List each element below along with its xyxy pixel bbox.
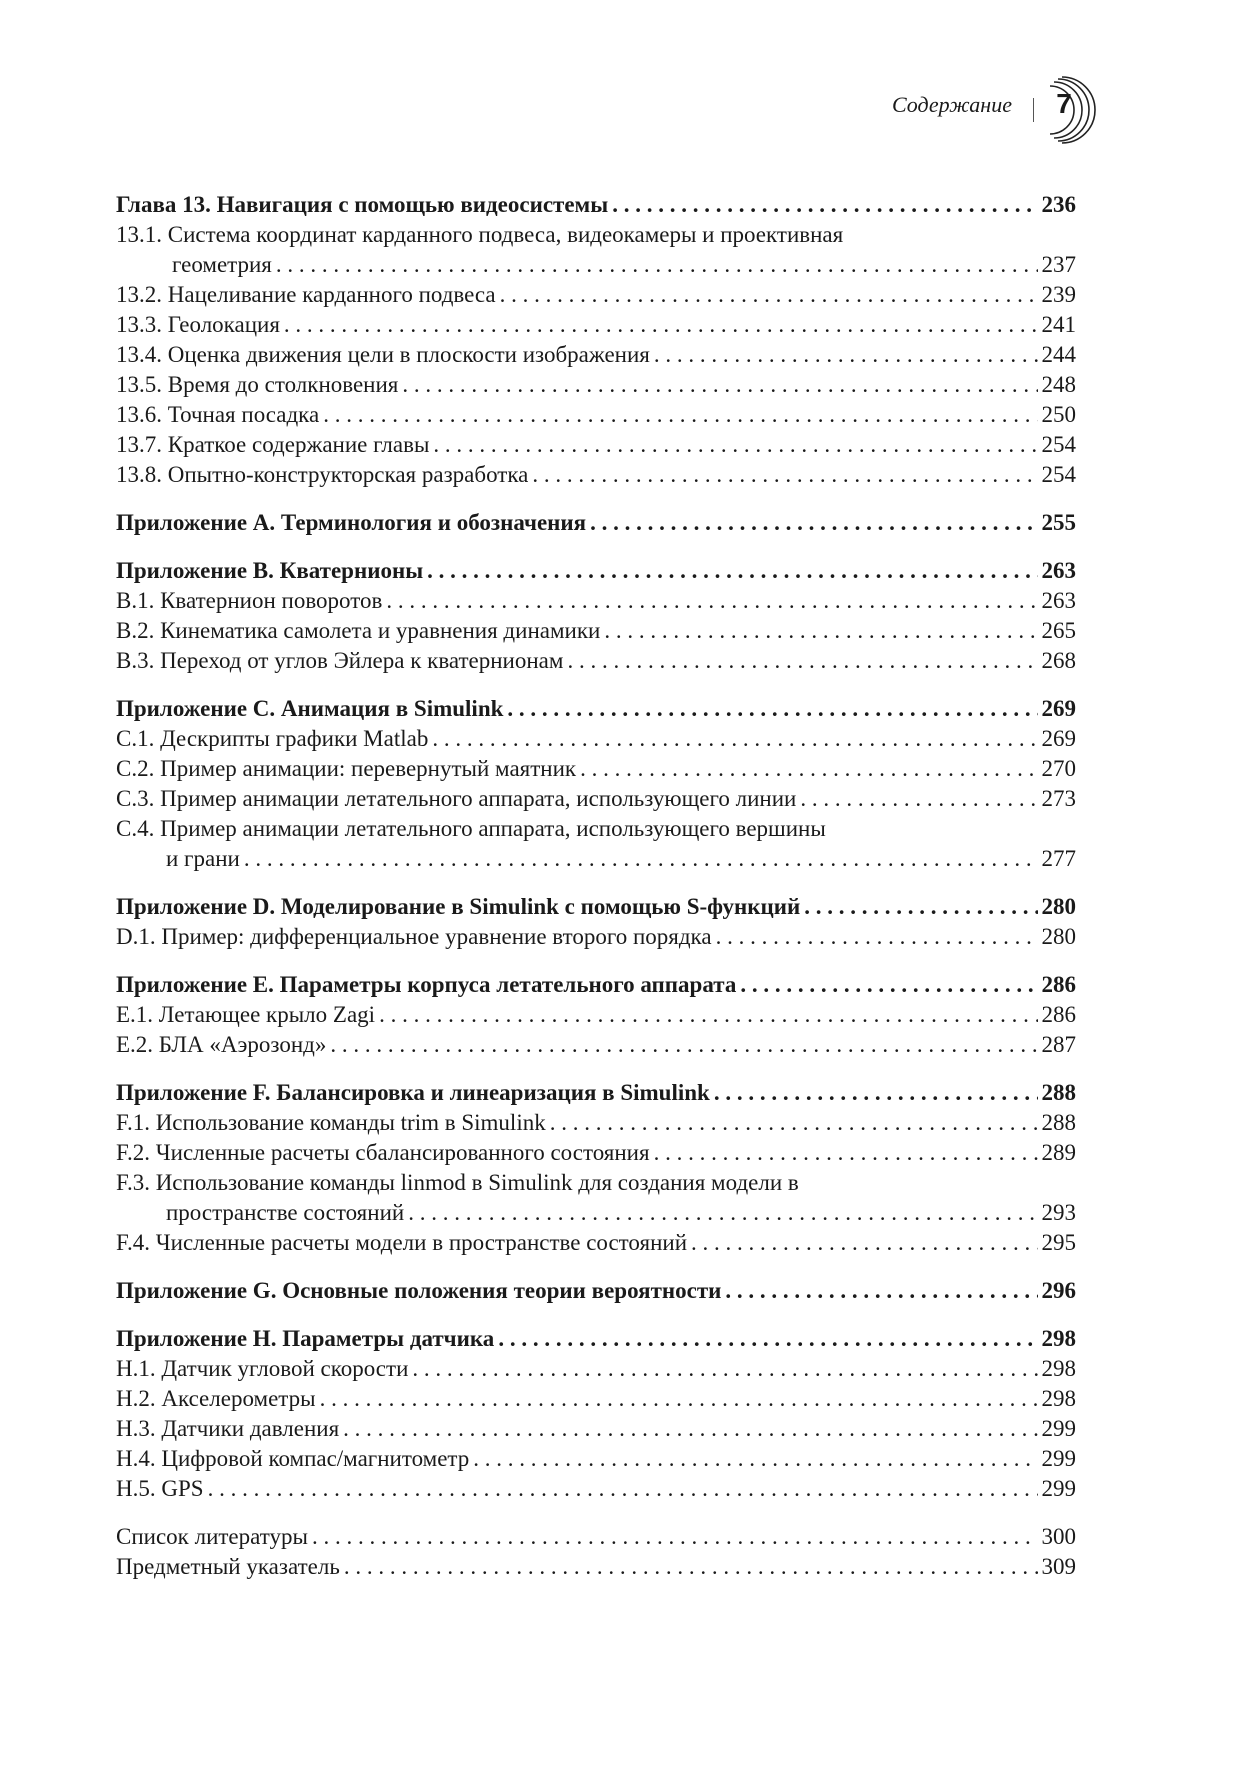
toc-entry-13-8[interactable]: 13.8. Опытно-конструкторская разработка . . . 254 [116,460,1076,490]
dot-leader [343,1414,1037,1444]
dot-leader [654,340,1038,370]
dot-leader [691,1228,1037,1258]
dot-leader [532,460,1037,490]
dot-leader [330,1030,1037,1060]
toc-group-appendix-h [116,1324,1076,1504]
dot-leader [567,646,1037,676]
dot-leader [433,430,1037,460]
dot-leader [276,250,1038,280]
toc-group-appendix-e [116,970,1076,1060]
dot-leader [804,892,1037,922]
dot-leader [800,784,1037,814]
dot-leader [716,922,1038,952]
dot-leader [320,1384,1038,1414]
toc-entry-b-1[interactable]: B.1. Кватернион поворотов . . . 263 [116,586,1076,616]
toc-entry-c-4[interactable]: C.4. Пример анимации летательного аппарата, использующего вершины и грани . . . 277 [116,814,1076,874]
dot-leader [740,970,1037,1000]
toc-entry-13-2[interactable]: 13.2. Нацеливание карданного подвеса . . . 239 [116,280,1076,310]
toc-entry-appendix-f[interactable]: Приложение F. Балансировка и линеаризация в Simulink . . . 288 [116,1078,1076,1108]
dot-leader [284,310,1038,340]
toc-entry-chapter-13[interactable]: Глава 13. Навигация с помощью видеосистемы . . . 236 [116,190,1076,220]
dot-leader [427,556,1037,586]
running-header [0,76,1252,156]
toc-entry-f-2[interactable]: F.2. Численные расчеты сбалансированного состояния . . . 289 [116,1138,1076,1168]
toc-group-appendix-c [116,694,1076,874]
toc-entry-appendix-h[interactable]: Приложение H. Параметры датчика . . . 298 [116,1324,1076,1354]
dot-leader [379,1000,1037,1030]
toc-entry-d-1[interactable]: D.1. Пример: дифференциальное уравнение второго порядка . . . 280 [116,922,1076,952]
dot-leader [386,586,1037,616]
toc-group-appendix-f [116,1078,1076,1258]
toc-group-appendix-a [116,508,1076,538]
dot-leader [654,1138,1038,1168]
dot-leader [590,508,1037,538]
toc-entry-13-1[interactable]: 13.1. Система координат карданного подвеса, видеокамеры и проективная геометрия . . . 237 [116,220,1076,280]
toc-entry-appendix-a[interactable]: Приложение A. Терминология и обозначения . . . 255 [116,508,1076,538]
page-number: 7 [1056,88,1072,119]
toc-entry-h-3[interactable]: H.3. Датчики давления . . . 299 [116,1414,1076,1444]
toc-entry-bibliography[interactable]: Список литературы . . . 300 [116,1522,1076,1552]
toc-entry-c-1[interactable]: C.1. Дескрипты графики Matlab . . . 269 [116,724,1076,754]
dot-leader [612,190,1037,220]
toc-entry-h-1[interactable]: H.1. Датчик угловой скорости . . . 298 [116,1354,1076,1384]
toc-group-appendix-g [116,1276,1076,1306]
dot-leader [500,280,1038,310]
toc-entry-13-3[interactable]: 13.3. Геолокация . . . 241 [116,310,1076,340]
toc-entry-appendix-d[interactable]: Приложение D. Моделирование в Simulink с помощью S-функций . . . 280 [116,892,1076,922]
toc-entry-h-2[interactable]: H.2. Акселерометры . . . 298 [116,1384,1076,1414]
dot-leader [412,1354,1037,1384]
header-divider [1033,98,1034,122]
table-of-contents [116,190,1076,1582]
dot-leader [402,370,1037,400]
dot-leader [244,844,1038,874]
toc-entry-appendix-g[interactable]: Приложение G. Основные положения теории вероятности . . . 296 [116,1276,1076,1306]
toc-entry-index[interactable]: Предметный указатель . . . 309 [116,1552,1076,1582]
toc-entry-appendix-e[interactable]: Приложение E. Параметры корпуса летательного аппарата . . . 286 [116,970,1076,1000]
dot-leader [432,724,1037,754]
dot-leader [604,616,1037,646]
toc-entry-b-3[interactable]: B.3. Переход от углов Эйлера к кватернионам . . . 268 [116,646,1076,676]
toc-entry-e-2[interactable]: E.2. БЛА «Аэрозонд» . . . 287 [116,1030,1076,1060]
toc-entry-appendix-c[interactable]: Приложение C. Анимация в Simulink . . . 269 [116,694,1076,724]
dot-leader [507,694,1037,724]
toc-entry-c-3[interactable]: C.3. Пример анимации летательного аппарата, использующего линии . . . 273 [116,784,1076,814]
dot-leader [323,400,1037,430]
toc-entry-c-2[interactable]: C.2. Пример анимации: перевернутый маятник . . . 270 [116,754,1076,784]
toc-entry-f-3[interactable]: F.3. Использование команды linmod в Simulink для создания модели в пространстве состояний . . . 293 [116,1168,1076,1228]
toc-group-appendix-d [116,892,1076,952]
dot-leader [344,1552,1038,1582]
toc-entry-e-1[interactable]: E.1. Летающее крыло Zagi . . . 286 [116,1000,1076,1030]
toc-entry-f-1[interactable]: F.1. Использование команды trim в Simulink . . . 288 [116,1108,1076,1138]
toc-entry-appendix-b[interactable]: Приложение B. Кватернионы . . . 263 [116,556,1076,586]
dot-leader [550,1108,1038,1138]
dot-leader [580,754,1037,784]
section-title: Содержание [891,92,1012,117]
toc-entry-h-5[interactable]: H.5. GPS . . . 299 [116,1474,1076,1504]
dot-leader [312,1522,1038,1552]
toc-group-appendix-b [116,556,1076,676]
toc-group-back-matter [116,1522,1076,1582]
dot-leader [498,1324,1037,1354]
dot-leader [208,1474,1038,1504]
toc-entry-b-2[interactable]: B.2. Кинематика самолета и уравнения динамики . . . 265 [116,616,1076,646]
toc-entry-13-6[interactable]: 13.6. Точная посадка . . . 250 [116,400,1076,430]
toc-entry-f-4[interactable]: F.4. Численные расчеты модели в пространстве состояний . . . 295 [116,1228,1076,1258]
dot-leader [725,1276,1037,1306]
toc-entry-h-4[interactable]: H.4. Цифровой компас/магнитометр . . . 299 [116,1444,1076,1474]
dot-leader [408,1198,1037,1228]
toc-entry-13-4[interactable]: 13.4. Оценка движения цели в плоскости изображения . . . 244 [116,340,1076,370]
dot-leader [714,1078,1038,1108]
toc-group-chapter-13 [116,190,1076,490]
toc-entry-13-7[interactable]: 13.7. Краткое содержание главы . . . 254 [116,430,1076,460]
toc-entry-13-5[interactable]: 13.5. Время до столкновения . . . 248 [116,370,1076,400]
dot-leader [473,1444,1037,1474]
